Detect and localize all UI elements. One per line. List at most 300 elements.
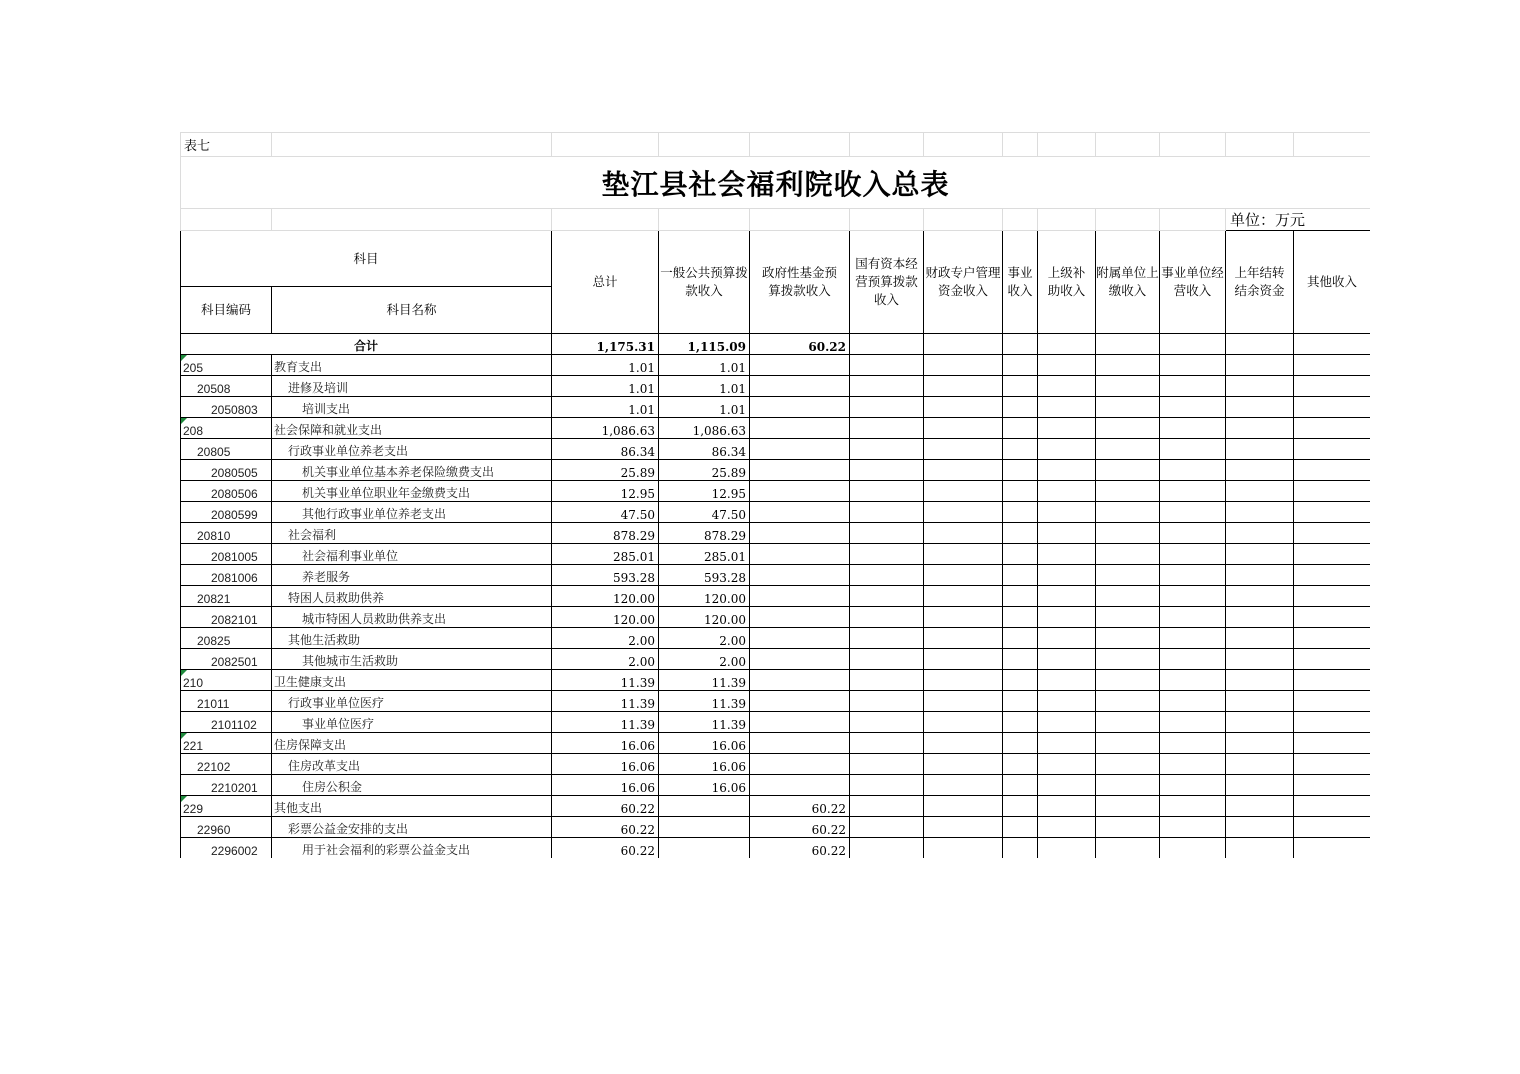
empty-cell (1003, 544, 1038, 565)
empty-cell (924, 775, 1003, 796)
empty-cell (1038, 439, 1096, 460)
row-general: 86.34 (659, 439, 750, 460)
row-name: 事业单位医疗 (272, 712, 552, 733)
empty-cell (850, 796, 924, 817)
table-row (181, 670, 1371, 691)
unit-row (181, 209, 1371, 231)
row-total: 11.39 (552, 691, 659, 712)
row-code: 2080599 (181, 502, 272, 523)
empty-cell (1160, 649, 1226, 670)
header-state-capital: 国有资本经营预算拨款收入 (850, 231, 924, 334)
empty-cell (1038, 376, 1096, 397)
row-general: 120.00 (659, 586, 750, 607)
row-code: 21011 (181, 691, 272, 712)
empty-cell (924, 628, 1003, 649)
total-fund: 60.22 (750, 334, 850, 355)
empty-cell (924, 418, 1003, 439)
row-general: 12.95 (659, 481, 750, 502)
empty-cell (1294, 733, 1371, 754)
row-fund (750, 586, 850, 607)
empty-cell (1038, 607, 1096, 628)
row-total: 47.50 (552, 502, 659, 523)
empty-cell (1226, 838, 1294, 859)
row-total: 1,086.63 (552, 418, 659, 439)
row-total: 285.01 (552, 544, 659, 565)
empty-cell (924, 481, 1003, 502)
total-label: 合计 (181, 334, 552, 355)
empty-cell (1294, 565, 1371, 586)
empty-cell (1226, 376, 1294, 397)
empty-cell (1294, 397, 1371, 418)
empty-cell (1226, 817, 1294, 838)
empty-cell (1096, 376, 1160, 397)
row-general: 2.00 (659, 649, 750, 670)
page-title: 垫江县社会福利院收入总表 (181, 157, 1371, 209)
empty-cell (1038, 817, 1096, 838)
empty-cell (1160, 439, 1226, 460)
empty-cell (850, 502, 924, 523)
empty-cell (924, 397, 1003, 418)
row-code: 20805 (181, 439, 272, 460)
empty-cell (1226, 397, 1294, 418)
row-general: 25.89 (659, 460, 750, 481)
empty-cell (1160, 712, 1226, 733)
empty-cell (1096, 838, 1160, 859)
empty-cell (924, 439, 1003, 460)
table-row (181, 649, 1371, 670)
empty-cell (1003, 838, 1038, 859)
row-general: 16.06 (659, 733, 750, 754)
row-general (659, 817, 750, 838)
empty-cell (1294, 712, 1371, 733)
empty-cell (1294, 523, 1371, 544)
empty-cell (924, 460, 1003, 481)
empty-cell (1226, 439, 1294, 460)
row-name: 住房保障支出 (272, 733, 552, 754)
empty-cell (850, 418, 924, 439)
row-fund: 60.22 (750, 838, 850, 859)
row-name: 住房改革支出 (272, 754, 552, 775)
row-code: 2296002 (181, 838, 272, 859)
row-name: 养老服务 (272, 565, 552, 586)
empty-cell (1160, 481, 1226, 502)
empty-cell (1038, 397, 1096, 418)
row-total: 86.34 (552, 439, 659, 460)
empty-cell (924, 586, 1003, 607)
empty-cell (1096, 481, 1160, 502)
row-code: 2082501 (181, 649, 272, 670)
row-fund (750, 607, 850, 628)
row-name: 教育支出 (272, 355, 552, 376)
header-subject: 科目 (181, 231, 552, 287)
table-row (181, 754, 1371, 775)
row-general: 1.01 (659, 355, 750, 376)
empty-cell (1294, 586, 1371, 607)
empty-cell (1226, 586, 1294, 607)
empty-cell (1038, 670, 1096, 691)
row-name: 行政事业单位医疗 (272, 691, 552, 712)
empty-cell (850, 523, 924, 544)
empty-cell (1003, 565, 1038, 586)
row-general: 593.28 (659, 565, 750, 586)
empty-cell (1226, 607, 1294, 628)
empty-cell (1096, 712, 1160, 733)
row-fund (750, 628, 850, 649)
empty-cell (924, 712, 1003, 733)
table-row (181, 733, 1371, 754)
empty-cell (1226, 502, 1294, 523)
row-code: 208 (181, 418, 272, 439)
table-row (181, 439, 1371, 460)
empty-cell (1226, 481, 1294, 502)
row-general: 120.00 (659, 607, 750, 628)
empty-cell (924, 838, 1003, 859)
table-row (181, 544, 1371, 565)
empty-cell (1160, 796, 1226, 817)
empty-cell (924, 607, 1003, 628)
row-general: 1,086.63 (659, 418, 750, 439)
empty-cell (1294, 502, 1371, 523)
empty-cell (1226, 649, 1294, 670)
row-total: 878.29 (552, 523, 659, 544)
empty-cell (1226, 523, 1294, 544)
empty-cell (1294, 418, 1371, 439)
empty-cell (1160, 502, 1226, 523)
empty-cell (1003, 649, 1038, 670)
row-fund (750, 502, 850, 523)
table-row (181, 796, 1371, 817)
empty-cell (1096, 439, 1160, 460)
row-total: 12.95 (552, 481, 659, 502)
row-fund: 60.22 (750, 817, 850, 838)
empty-cell (924, 754, 1003, 775)
table-row (181, 607, 1371, 628)
header-other-income: 其他收入 (1294, 231, 1371, 334)
row-fund (750, 754, 850, 775)
empty-cell (1294, 691, 1371, 712)
empty-cell (1294, 754, 1371, 775)
empty-cell (1096, 670, 1160, 691)
row-general: 11.39 (659, 712, 750, 733)
row-fund (750, 397, 850, 418)
revenue-summary-sheet (180, 132, 1370, 858)
table-row (181, 691, 1371, 712)
empty-cell (1294, 649, 1371, 670)
table-row (181, 628, 1371, 649)
row-name: 其他支出 (272, 796, 552, 817)
table-row (181, 460, 1371, 481)
row-name: 其他城市生活救助 (272, 649, 552, 670)
empty-cell (1096, 754, 1160, 775)
empty-cell (1096, 733, 1160, 754)
empty-cell (1003, 796, 1038, 817)
empty-cell (1038, 691, 1096, 712)
empty-cell (1003, 460, 1038, 481)
table-row (181, 565, 1371, 586)
empty-cell (1160, 544, 1226, 565)
row-name: 行政事业单位养老支出 (272, 439, 552, 460)
empty-cell (924, 376, 1003, 397)
row-name: 用于社会福利的彩票公益金支出 (272, 838, 552, 859)
row-total: 2.00 (552, 649, 659, 670)
row-name: 彩票公益金安排的支出 (272, 817, 552, 838)
empty-cell (850, 460, 924, 481)
row-total: 25.89 (552, 460, 659, 481)
empty-cell (1294, 439, 1371, 460)
empty-cell (1038, 775, 1096, 796)
empty-cell (1160, 691, 1226, 712)
header-superior-subsidy: 上级补助收入 (1038, 231, 1096, 334)
row-name: 特困人员救助供养 (272, 586, 552, 607)
table-row (181, 712, 1371, 733)
empty-cell (850, 754, 924, 775)
table-header (181, 231, 1371, 334)
empty-cell (850, 628, 924, 649)
table-row (181, 523, 1371, 544)
empty-cell (1160, 523, 1226, 544)
empty-cell (1294, 607, 1371, 628)
row-total: 1.01 (552, 355, 659, 376)
empty-cell (850, 565, 924, 586)
empty-cell (1160, 670, 1226, 691)
empty-cell (1226, 565, 1294, 586)
label-row (181, 133, 1371, 157)
empty-cell (924, 502, 1003, 523)
table-row (181, 481, 1371, 502)
row-code: 20508 (181, 376, 272, 397)
empty-cell (1294, 481, 1371, 502)
row-general (659, 838, 750, 859)
empty-cell (850, 649, 924, 670)
empty-cell (1096, 523, 1160, 544)
row-fund: 60.22 (750, 796, 850, 817)
row-general: 16.06 (659, 775, 750, 796)
row-total: 2.00 (552, 628, 659, 649)
row-fund (750, 712, 850, 733)
row-fund (750, 775, 850, 796)
row-general: 1.01 (659, 397, 750, 418)
table-label: 表七 (181, 133, 272, 157)
unit-label: 单位：万元 (1226, 209, 1371, 231)
empty-cell (1096, 565, 1160, 586)
empty-cell (1294, 817, 1371, 838)
row-total: 1.01 (552, 397, 659, 418)
row-code: 2080505 (181, 460, 272, 481)
empty-cell (924, 733, 1003, 754)
empty-cell (1038, 355, 1096, 376)
row-general (659, 796, 750, 817)
row-total: 11.39 (552, 712, 659, 733)
empty-cell (1160, 565, 1226, 586)
row-name: 社会福利 (272, 523, 552, 544)
empty-cell (1160, 754, 1226, 775)
table-body (181, 334, 1371, 859)
row-name: 培训支出 (272, 397, 552, 418)
empty-cell (1226, 670, 1294, 691)
row-fund (750, 544, 850, 565)
table-row (181, 817, 1371, 838)
empty-cell (1003, 397, 1038, 418)
row-total: 60.22 (552, 817, 659, 838)
row-total: 120.00 (552, 607, 659, 628)
row-code: 20821 (181, 586, 272, 607)
row-general: 47.50 (659, 502, 750, 523)
row-fund (750, 565, 850, 586)
empty-cell (1003, 670, 1038, 691)
row-name: 社会福利事业单位 (272, 544, 552, 565)
row-name: 其他生活救助 (272, 628, 552, 649)
empty-cell (924, 649, 1003, 670)
empty-cell (1003, 733, 1038, 754)
empty-cell (1294, 460, 1371, 481)
empty-cell (1038, 502, 1096, 523)
empty-cell (1160, 628, 1226, 649)
empty-cell (1003, 628, 1038, 649)
empty-cell (924, 691, 1003, 712)
empty-cell (1038, 565, 1096, 586)
empty-cell (1226, 355, 1294, 376)
row-name: 城市特困人员救助供养支出 (272, 607, 552, 628)
empty-cell (1160, 817, 1226, 838)
empty-cell (850, 481, 924, 502)
row-code: 2082101 (181, 607, 272, 628)
empty-cell (924, 817, 1003, 838)
empty-cell (1160, 607, 1226, 628)
empty-cell (850, 376, 924, 397)
empty-cell (1096, 544, 1160, 565)
empty-cell (1160, 775, 1226, 796)
row-code: 20825 (181, 628, 272, 649)
empty-cell (1294, 775, 1371, 796)
table-row (181, 397, 1371, 418)
row-name: 进修及培训 (272, 376, 552, 397)
total-sum: 1,175.31 (552, 334, 659, 355)
empty-cell (924, 796, 1003, 817)
empty-cell (1160, 733, 1226, 754)
empty-cell (1038, 586, 1096, 607)
row-code: 2081005 (181, 544, 272, 565)
empty-cell (1003, 754, 1038, 775)
empty-cell (1096, 418, 1160, 439)
empty-cell (924, 565, 1003, 586)
empty-cell (1003, 502, 1038, 523)
empty-cell (1160, 460, 1226, 481)
table-row (181, 355, 1371, 376)
header-business-income: 事业收入 (1003, 231, 1038, 334)
empty-cell (1038, 523, 1096, 544)
empty-cell (1226, 733, 1294, 754)
empty-cell (924, 544, 1003, 565)
table-row (181, 838, 1371, 859)
empty-cell (1226, 691, 1294, 712)
row-name: 社会保障和就业支出 (272, 418, 552, 439)
row-general: 16.06 (659, 754, 750, 775)
row-name: 机关事业单位职业年金缴费支出 (272, 481, 552, 502)
empty-cell (1096, 775, 1160, 796)
empty-cell (1038, 712, 1096, 733)
row-general: 2.00 (659, 628, 750, 649)
empty-cell (850, 817, 924, 838)
empty-cell (1003, 712, 1038, 733)
row-code: 229 (181, 796, 272, 817)
empty-cell (1038, 628, 1096, 649)
empty-cell (1226, 775, 1294, 796)
row-code: 22102 (181, 754, 272, 775)
row-general: 285.01 (659, 544, 750, 565)
empty-cell (1038, 460, 1096, 481)
row-fund (750, 460, 850, 481)
row-code: 22960 (181, 817, 272, 838)
empty-cell (1294, 355, 1371, 376)
empty-cell (1038, 754, 1096, 775)
row-code: 2080506 (181, 481, 272, 502)
row-total: 120.00 (552, 586, 659, 607)
empty-cell (1003, 523, 1038, 544)
empty-cell (850, 544, 924, 565)
empty-cell (850, 355, 924, 376)
empty-cell (1160, 838, 1226, 859)
total-general: 1,115.09 (659, 334, 750, 355)
row-fund (750, 376, 850, 397)
empty-cell (1003, 376, 1038, 397)
empty-cell (1003, 481, 1038, 502)
empty-cell (1096, 628, 1160, 649)
empty-cell (924, 523, 1003, 544)
row-general: 11.39 (659, 691, 750, 712)
empty-cell (850, 712, 924, 733)
table-row (181, 502, 1371, 523)
total-row (181, 334, 1371, 355)
header-code: 科目编码 (181, 287, 272, 334)
empty-cell (1038, 418, 1096, 439)
empty-cell (1096, 460, 1160, 481)
empty-cell (1226, 754, 1294, 775)
empty-cell (850, 397, 924, 418)
empty-cell (1226, 418, 1294, 439)
row-name: 其他行政事业单位养老支出 (272, 502, 552, 523)
row-total: 1.01 (552, 376, 659, 397)
table-row (181, 418, 1371, 439)
empty-cell (850, 775, 924, 796)
header-fiscal-special: 财政专户管理资金收入 (924, 231, 1003, 334)
empty-cell (1294, 838, 1371, 859)
table-row (181, 775, 1371, 796)
header-gov-fund: 政府性基金预算拨款收入 (750, 231, 850, 334)
empty-cell (1003, 355, 1038, 376)
empty-cell (1096, 607, 1160, 628)
empty-cell (1096, 502, 1160, 523)
empty-cell (1096, 355, 1160, 376)
empty-cell (924, 355, 1003, 376)
row-fund (750, 439, 850, 460)
empty-cell (1294, 544, 1371, 565)
empty-cell (1294, 376, 1371, 397)
empty-cell (1096, 796, 1160, 817)
table-row (181, 586, 1371, 607)
empty-cell (1160, 355, 1226, 376)
row-total: 11.39 (552, 670, 659, 691)
row-fund (750, 418, 850, 439)
empty-cell (1294, 796, 1371, 817)
empty-cell (850, 838, 924, 859)
row-name: 住房公积金 (272, 775, 552, 796)
revenue-table (180, 132, 1370, 858)
empty-cell (1096, 649, 1160, 670)
empty-cell (850, 733, 924, 754)
empty-cell (1160, 376, 1226, 397)
empty-cell (1226, 544, 1294, 565)
row-fund (750, 523, 850, 544)
